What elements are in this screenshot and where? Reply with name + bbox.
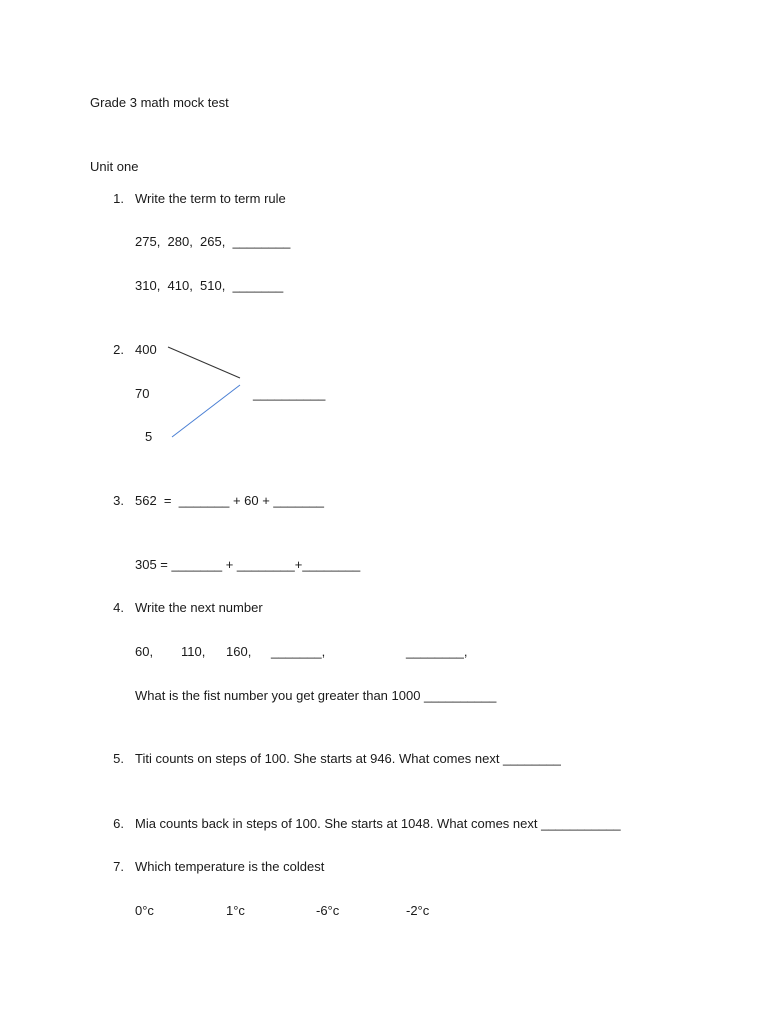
question-7-prompt: Which temperature is the coldest <box>135 859 325 874</box>
question-3-line-b: 305 = _______ + ________+________ <box>135 557 361 572</box>
unit-heading: Unit one <box>90 159 139 174</box>
page-title: Grade 3 math mock test <box>90 95 229 110</box>
question-2-answer-blank: __________ <box>253 386 326 401</box>
question-4-prompt: Write the next number <box>135 600 263 615</box>
question-4-followup: What is the fist number you get greater than 1000 __________ <box>135 688 497 703</box>
question-4-blank-2: ________, <box>406 644 468 659</box>
connector-line-blue <box>172 385 240 437</box>
question-4-blank-1: _______, <box>271 644 326 659</box>
question-2-number: 2. <box>113 342 124 357</box>
question-4-seq-3: 160, <box>226 644 252 659</box>
question-7-number: 7. <box>113 859 124 874</box>
question-2-ones: 5 <box>145 429 153 444</box>
question-4-seq-2: 110, <box>181 644 206 659</box>
question-7-option: 1°c <box>226 903 245 918</box>
question-4-seq-1: 60, <box>135 644 154 659</box>
question-1-sequence-a: 275, 280, 265, ________ <box>135 234 291 249</box>
question-4-number: 4. <box>113 600 124 615</box>
question-5-number: 5. <box>113 751 124 766</box>
connector-line-black <box>168 347 240 378</box>
question-6-prompt: Mia counts back in steps of 100. She starts at 1048. What comes next ___________ <box>135 816 621 831</box>
question-1-prompt: Write the term to term rule <box>135 191 286 206</box>
question-7-option: -2°c <box>406 903 430 918</box>
question-2-tens: 70 <box>135 386 150 401</box>
question-1-number: 1. <box>113 191 124 206</box>
question-6-number: 6. <box>113 816 124 831</box>
question-1-sequence-b: 310, 410, 510, _______ <box>135 278 284 293</box>
question-7-option: 0°c <box>135 903 154 918</box>
question-5-prompt: Titi counts on steps of 100. She starts at 946. What comes next ________ <box>135 751 561 766</box>
question-2-hundreds: 400 <box>135 342 157 357</box>
question-7-option: -6°c <box>316 903 340 918</box>
question-3-number: 3. <box>113 493 124 508</box>
question-3-line-a: 562 = _______ + 60 + _______ <box>135 493 325 508</box>
